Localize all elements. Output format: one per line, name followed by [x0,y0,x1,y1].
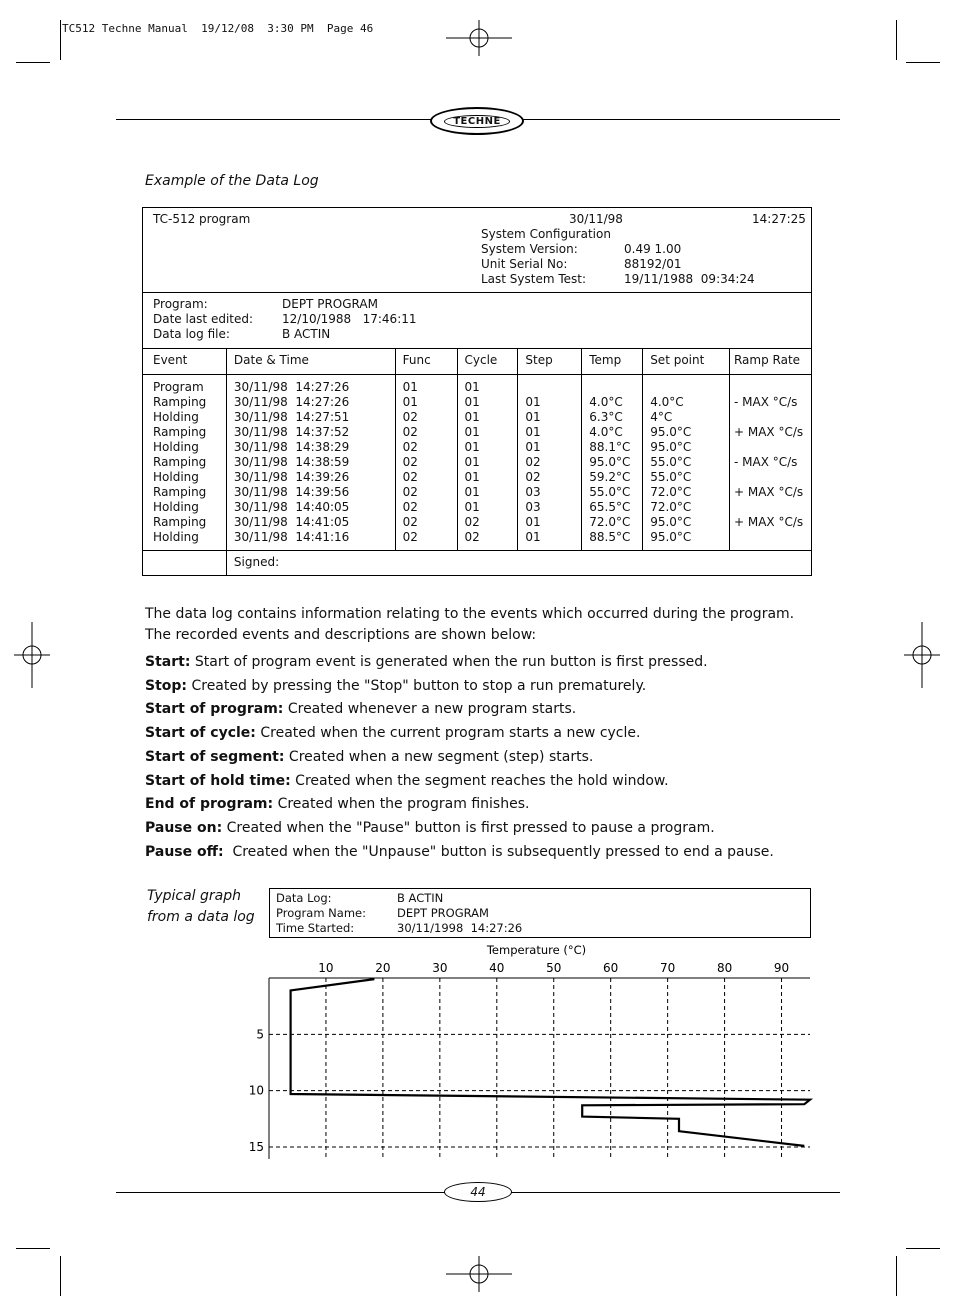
brand-logo [430,107,524,135]
unit-serial-label: Unit Serial No: [481,257,568,271]
program-label: Program: [153,297,208,311]
header-event: Event [143,349,227,375]
registration-mark-bottom [446,1256,512,1292]
header-setpoint: Set point [643,349,730,375]
print-header: TC512 Techne Manual 19/12/08 3:30 PM Page 46 [62,22,374,35]
x-tick-label: 60 [603,961,619,975]
header-step: Step [518,349,582,375]
system-info-row [143,208,812,293]
definition-item: Start of program: Created whenever a new program starts. [145,701,577,717]
definition-item: Start of segment: Created when a new segment (step) starts. [145,749,594,765]
func-column: 01 01 02 02 02 02 02 02 02 02 02 [402,380,418,544]
definition-item: Start: Start of program event is generated when the run button is first pressed. [145,654,708,670]
program-name-label: Program Name: [276,906,366,920]
page-number: 44 [470,1185,486,1199]
system-version-label: System Version: [481,242,578,256]
x-tick-label: 70 [659,961,676,975]
y-tick-label: 5 [256,1027,264,1042]
graph-caption [147,886,255,928]
graph-caption-line: Typical graph [147,888,241,904]
temp-column: 4.0°C 6.3°C 4.0°C 88.1°C 95.0°C 59.2°C 55.0°C 65.5°C 72.0°C 88.5°C [589,395,631,544]
header-func: Func [395,349,457,375]
setpoint-column: 4.0°C 4°C 95.0°C 95.0°C 55.0°C 55.0°C 72.0°C 72.0°C 95.0°C 95.0°C [650,395,692,544]
system-configuration-label: System Configuration [481,227,611,241]
x-tick-label: 80 [716,961,733,975]
program-value: DEPT PROGRAM [282,297,378,311]
time-started-value: 30/11/1998 14:27:26 [397,921,523,935]
x-axis-label: Temperature (°C) [486,943,587,957]
x-tick-label: 50 [546,961,562,975]
last-test-value: 19/11/1988 09:34:24 [624,272,755,286]
date-edited-label: Date last edited: [153,312,254,326]
last-test-label: Last System Test: [481,272,587,286]
header-ramprate: Ramp Rate [729,349,811,375]
definition-item: End of program: Created when the program finishes. [145,796,530,812]
x-tick-label: 10 [318,961,334,975]
intro-text: The data log contains information relating to the events which occurred during the program. The recorded events and descriptions are shown below: [145,606,795,643]
header-cycle: Cycle [457,349,518,375]
program-name-value: DEPT PROGRAM [397,906,489,920]
page-number-badge [444,1182,512,1202]
program-info-row [143,293,812,349]
graph-caption-line: from a data log [147,909,255,925]
header-datetime: Date & Time [226,349,395,375]
definition-item: Stop: Created by pressing the "Stop" button to stop a run prematurely. [145,678,647,694]
temperature-line [291,979,810,1146]
event-column: Program Ramping Holding Ramping Holding Ramping Holding Ramping Holding Ramping Holding [153,380,207,544]
x-tick-label: 40 [489,961,505,975]
table-body-row [143,375,812,551]
log-file-value: B ACTIN [282,327,331,341]
section-title: Example of the Data Log [145,173,319,189]
log-file-label: Data log file: [153,327,230,341]
data-log-table [142,207,812,576]
time-started-label: Time Started: [276,921,355,935]
x-tick-label: 20 [375,961,391,975]
date-edited-value: 12/10/1988 17:46:11 [282,312,417,326]
data-log-value: B ACTIN [397,891,444,905]
step-column: 01 01 01 01 02 02 03 03 01 01 [525,395,541,544]
x-tick-label: 30 [432,961,448,975]
log-time: 14:27:25 [752,212,806,226]
signed-label: Signed: [226,551,811,576]
definition-item: Pause on: Created when the "Pause" button is first pressed to pause a program. [145,820,715,836]
intro-paragraph [145,604,795,646]
registration-mark-top [446,20,512,56]
y-tick-label: 10 [248,1083,264,1098]
log-date: 30/11/98 [569,212,623,226]
brand-logo-text: TECHNE [444,115,510,128]
system-version-value: 0.49 1.00 [624,242,682,256]
definition-item: Start of hold time: Created when the segment reaches the hold window. [145,773,669,789]
unit-serial-value: 88192/01 [624,257,682,271]
header-temp: Temp [582,349,643,375]
x-tick-label: 90 [773,961,790,975]
registration-mark-left [14,622,50,688]
datetime-column: 30/11/98 14:27:26 30/11/98 14:27:26 30/11/98 14:27:51 30/11/98 14:37:52 30/11/98 14:38:29 30/11/98 14:38:59 30/11/98 14:39:26 30/11/98 14:39:56 30/11/98 14:40:05 30/11/98 14:41:05 30/11/98 14:41:16 [233,380,350,544]
definition-item: Pause off: Created when the "Unpause" button is subsequently pressed to end a pause. [145,844,774,860]
y-tick-label: 15 [248,1140,264,1154]
data-log-label: Data Log: [276,891,332,905]
program-title: TC-512 program [153,212,251,226]
registration-mark-right [904,622,940,688]
graph-info-box [269,888,811,938]
ramprate-column: - MAX °C/s + MAX °C/s - MAX °C/s + MAX °C/s + MAX °C/s [733,395,804,529]
definition-item: Start of cycle: Created when the current program starts a new cycle. [145,725,641,741]
temperature-chart [240,938,820,1160]
table-header-row [143,349,812,375]
signed-row [143,551,812,576]
cycle-column: 01 01 01 01 01 01 01 01 01 02 02 [464,380,480,544]
